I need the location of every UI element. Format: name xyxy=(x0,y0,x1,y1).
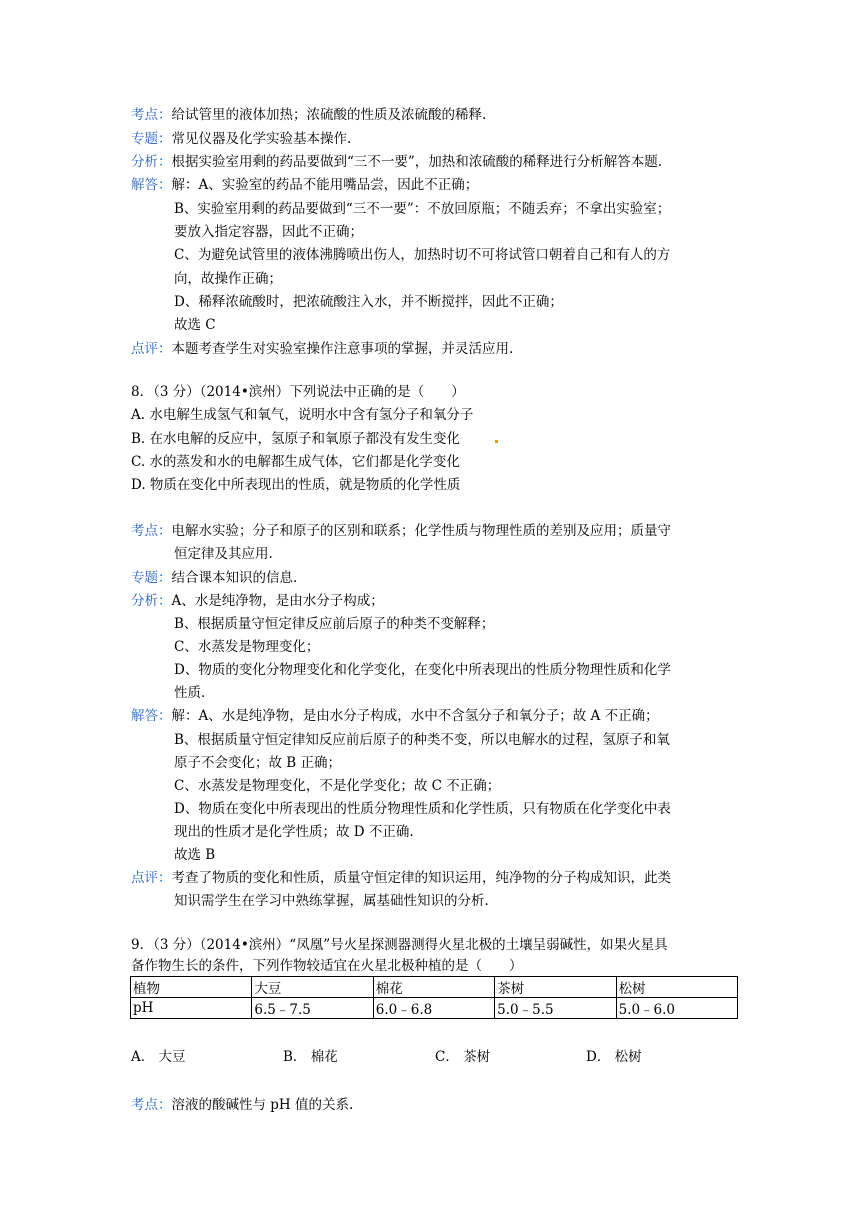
q7-zhuanti: 专题：常见仪器及化学实验基本操作. xyxy=(131,131,352,147)
q8-kaodian: 考点：电解水实验；分子和原子的区别和联系；化学性质与物理性质的差别及应用；质量守 xyxy=(131,523,671,539)
q9-option-d: D． 松树 xyxy=(586,1049,642,1065)
table-cell: 棉花 xyxy=(373,977,494,998)
q8-jieda-line: D、物质在变化中所表现出的性质分物理性质和化学性质，只有物质在化学变化中表 xyxy=(174,801,671,817)
table-cell: 5.0﹣6.0 xyxy=(616,998,737,1019)
q9-option-a: A． 大豆 xyxy=(131,1049,186,1065)
table-cell: 松树 xyxy=(616,977,737,998)
q8-zhuanti: 专题：结合课本知识的信息. xyxy=(131,570,298,586)
q7-jieda-line: 向，故操作正确； xyxy=(174,271,282,287)
table-cell: 茶树 xyxy=(495,977,616,998)
q9-kaodian: 考点：溶液的酸碱性与 pH 值的关系. xyxy=(131,1097,354,1113)
q9-stem: 9．（3 分）（2014•滨州）“凤凰”号火星探测器测得火星北极的土壤呈弱碱性，如果火星具 xyxy=(131,937,668,953)
q8-dianping: 点评：考查了物质的变化和性质，质量守恒定律的知识运用，纯净物的分子构成知识，此类 xyxy=(131,870,671,886)
q7-dianping: 点评：本题考查学生对实验室操作注意事项的掌握，并灵活应用. xyxy=(131,341,514,357)
q8-option-a: A. 水电解生成氢气和氧气，说明水中含有氢分子和氧分子 xyxy=(131,407,474,423)
q9-option-c: C． 茶树 xyxy=(435,1049,491,1065)
q7-jieda-line: 要放入指定容器，因此不正确； xyxy=(174,224,363,240)
q8-option-b: B. 在水电解的反应中，氢原子和氧原子都没有发生变化 xyxy=(131,431,461,447)
q9-stem-line: 备作物生长的条件，下列作物较适宜在火星北极种植的是（ ） xyxy=(131,958,523,974)
q8-stem: 8．（3 分）（2014•滨州）下列说法中正确的是（ ） xyxy=(131,384,465,400)
q8-option-d: D. 物质在变化中所表现出的性质，就是物质的化学性质 xyxy=(131,477,461,493)
q8-jieda: 解答：解：A、水是纯净物，是由水分子构成，水中不含氢分子和氧分子；故 A 不正确； xyxy=(131,708,659,724)
q7-jieda-line: D、稀释浓硫酸时，把浓硫酸注入水，并不断搅拌，因此不正确； xyxy=(174,294,563,310)
q8-option-c: C. 水的蒸发和水的电解都生成气体，它们都是化学变化 xyxy=(131,454,460,470)
q8-fenxi-line: D、物质的变化分物理变化和化学变化，在变化中所表现出的性质分物理性质和化学 xyxy=(174,662,671,678)
q7-jieda-line: B、实验室用剩的药品要做到“三不一要”：不放回原瓶；不随丢弃；不拿出实验室； xyxy=(174,201,671,217)
marker-dot xyxy=(495,440,498,443)
q8-jieda-line: B、根据质量守恒定律知反应前后原子的种类不变，所以电解水的过程，氢原子和氧 xyxy=(174,732,670,748)
q8-fenxi-line: C、水蒸发是物理变化； xyxy=(174,639,320,655)
q9-option-b: B． 棉花 xyxy=(283,1049,338,1065)
q8-fenxi: 分析：A、水是纯净物，是由水分子构成； xyxy=(131,593,384,609)
q8-answer: 故选 B xyxy=(174,847,216,863)
q7-fenxi: 分析：根据实验室用剩的药品要做到“三不一要”，加热和浓硫酸的稀释进行分析解答本题. xyxy=(131,154,663,170)
q7-jieda-line: C、为避免试管里的液体沸腾喷出伤人，加热时切不可将试管口朝着自己和有人的方 xyxy=(174,247,671,263)
q8-jieda-line: 现出的性质才是化学性质；故 D 不正确. xyxy=(174,824,414,840)
q7-jieda: 解答：解：A、实验室的药品不能用嘴品尝，因此不正确； xyxy=(131,177,479,193)
table-row xyxy=(131,998,738,1019)
q8-kaodian-line: 恒定律及其应用. xyxy=(174,546,273,562)
q8-jieda-line: C、水蒸发是物理变化，不是化学变化；故 C 不正确； xyxy=(174,778,501,794)
table-cell: 植物 xyxy=(131,977,252,998)
q7-kaodian: 考点：给试管里的液体加热；浓硫酸的性质及浓硫酸的稀释. xyxy=(131,107,487,123)
q8-jieda-line: 原子不会变化；故 B 正确； xyxy=(174,755,342,771)
table-header-row xyxy=(131,977,738,998)
table-cell: 6.0﹣6.8 xyxy=(373,998,494,1019)
ph-table xyxy=(130,976,738,1019)
q8-fenxi-line: B、根据质量守恒定律反应前后原子的种类不变解释； xyxy=(174,616,495,632)
q8-dianping-line: 知识需学生在学习中熟练掌握，属基础性知识的分析. xyxy=(174,893,489,909)
table-cell: 6.5﹣7.5 xyxy=(252,998,373,1019)
q8-fenxi-line: 性质. xyxy=(174,685,206,701)
table-cell: 大豆 xyxy=(252,977,373,998)
table-cell: pH xyxy=(131,998,252,1019)
q7-answer: 故选 C xyxy=(174,317,216,333)
table-cell: 5.0﹣5.5 xyxy=(495,998,616,1019)
